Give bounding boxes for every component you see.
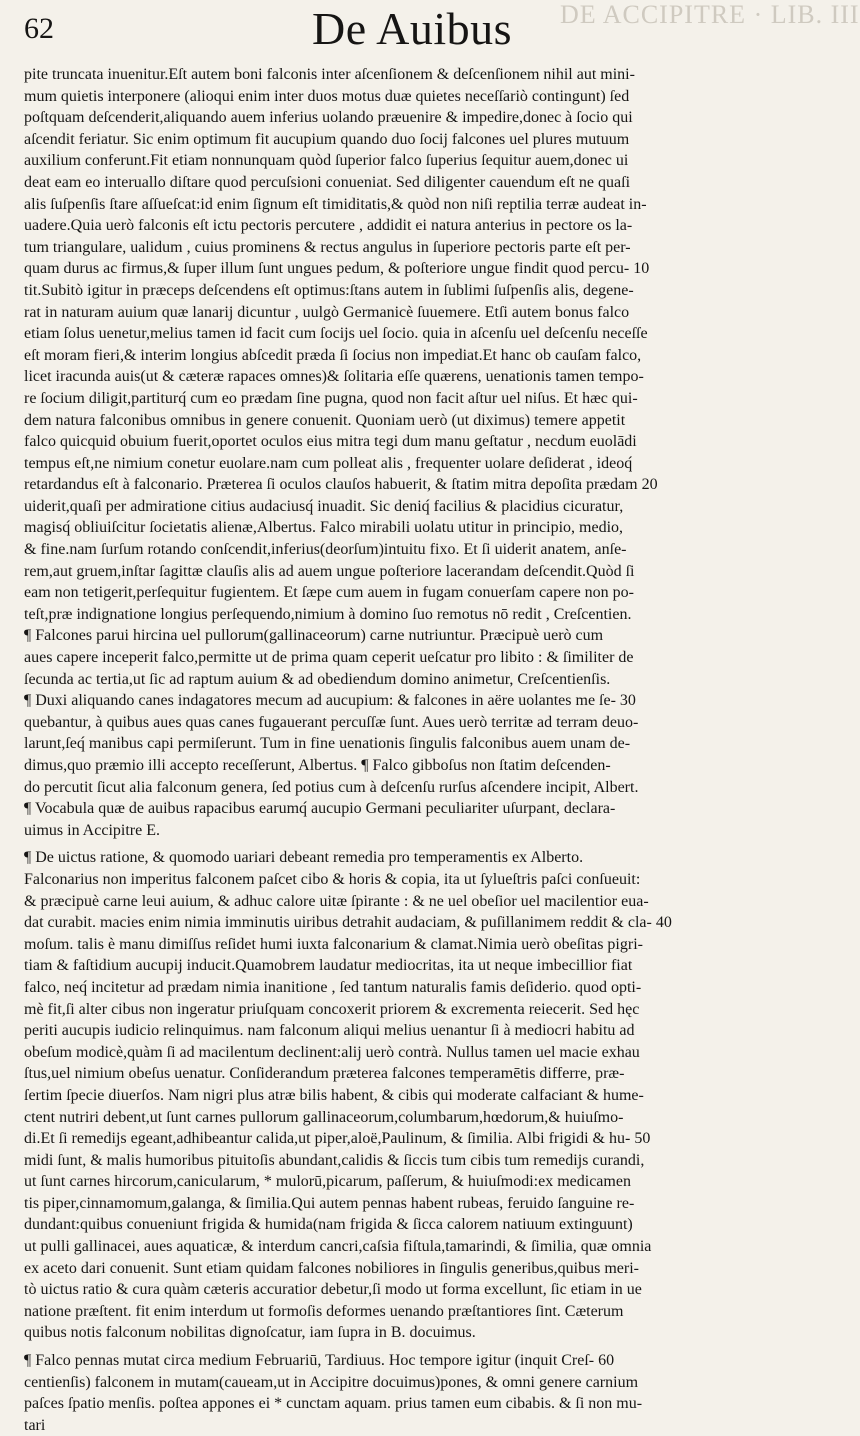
text-line: ſecunda ac tertia,ut ſic ad raptum auium & ad obediendum domino animetur, Creſcentienſis.	[24, 670, 611, 688]
text-line: teſt,præ indignatione longius perſequendo,nimium à domino ſuo remotus nō redit , Creſcentien.	[24, 605, 632, 623]
text-line: ¶ De uictus ratione, & quomodo uariari debeant remedia pro temperamentis ex Alberto.	[24, 849, 584, 867]
text-line: & fine.nam ſurſum rotando conſcendit,inferius(deorſum)intuitu fixo. Et ſi uiderit anatem, anſe-	[24, 541, 627, 559]
page-number: 62	[24, 12, 54, 45]
text-line: aſcendit feriatur. Sic enim optimum fit aucupium quando duo ſocij falcones uel plures mutuum	[24, 130, 630, 148]
text-line: quam durus ac firmus,& ſuper illum ſunt ungues pedum, & poſteriore ungue findit quod percu- 10	[24, 260, 650, 278]
text-line: mum quietis interponere (alioqui enim inter duos motus duæ quietes neceſſariò contingunt) ſed	[24, 87, 630, 105]
text-line: uadere.Quia uerò falconis eſt ictu pectoris percutere , addidit ei natura anterius in pectore os la-	[24, 217, 633, 235]
text-line: tari	[24, 1416, 46, 1434]
text-line: dat curabit. macies enim nimia imminutis uiribus detrahit audaciam, & puſillanimem reddit & cla- 40	[24, 914, 672, 932]
text-line: tit.Subitò igitur in præceps deſcendens eſt optimus:ſtans autem in ſublimi ſuſpenſis alis, degene-	[24, 281, 634, 299]
text-line: ut ſunt carnes hircorum,canicularum, * mulorū,picarum, paſſerum, & huiuſmodi:ex medicamen	[24, 1173, 631, 1191]
text-line: di.Et ſi remedijs egeant,adhibeantur calida,ut piper,aloë,Paulinum, & ſimilia. Albi frigidi & hu- 50	[24, 1130, 651, 1148]
text-line: centienſis) falconem in mutam(caueam,ut in Accipitre docuimus)pones, & omni genere carnium	[24, 1373, 639, 1391]
text-line: periti aucupis iudicio relinquimus. nam falconum aliqui melius uenantur ſi à mediocri habitu ad	[24, 1022, 635, 1040]
text-line: ſtus,uel nimium obeſus uenatur. Conſiderandum præterea falcones temperamētis differre, præ-	[24, 1065, 625, 1083]
text-line: rat in naturam auium quæ lanarij dicuntur , uulgò Germanicè ſuuemere. Etſi autem bonus falco	[24, 303, 630, 321]
text-line: dem natura falconibus omnibus in genere conuenit. Quoniam uerò (ut diximus) temere appetit	[24, 411, 626, 429]
text-line: magisq́ obliuiſcitur ſocietatis alienæ,Albertus. Falco mirabili uolatu utitur in principio, medio,	[24, 519, 624, 537]
text-line: alis ſuſpenſis ſtare aſſueſcat:id enim ſignum eſt timiditatis,& quòd non niſi reptilia terræ audeat in-	[24, 195, 647, 213]
text-line: eſt moram fieri,& interim longius abſcedit præda ſi ſocius non impediat.Et hanc ob cauſam falco,	[24, 346, 642, 364]
text-line: ¶ Duxi aliquando canes indagatores mecum ad aucupium: & falcones in aëre uolantes me ſe- 30	[24, 692, 636, 710]
text-line: uiderit,quaſi per admiratione citius audaciusq́ inuadit. Sic deniq́ facilius & placidius cicuratur,	[24, 497, 624, 515]
text-line: ¶ Falcones parui hircina uel pullorum(gallinaceorum) carne nutriuntur. Præcipuè uerò cum	[24, 627, 604, 645]
text-line: falco, neq́ incitetur ad prædam nimia inanitione , ſed tantum naturalis famis deſiderio. quod opti-	[24, 978, 642, 996]
text-line: quibus notis falconum nobilitas dignoſcatur, iam ſupra in B. docuimus.	[24, 1324, 476, 1342]
text-line: falco quicquid obuium fuerit,oportet oculos eius mitra tegi dum manu geſtatur , necdum euolādi	[24, 433, 637, 451]
text-line: tum triangulare, ualidum , cuius prominens & rectus angulus in ſuperiore pectoris parte eſt per-	[24, 238, 631, 256]
text-line: re ſocium diligit,partiturq́ cum eo prædam ſine pugna, quod non facit aſtur uel niſus. Et hæc qui-	[24, 389, 638, 407]
text-line: paſces ſpatio menſis. poſtea appones ei * cunctam aquam. prius tamen eum cibabis. & ſi non mu-	[24, 1395, 643, 1413]
text-line: ſertim ſpecie diuerſos. Nam nigri plus atræ bilis habent, & cibis qui moderate calfaciant & hume-	[24, 1086, 644, 1104]
text-line: pite truncata inuenitur.Eſt autem boni falconis inter aſcenſionem & deſcenſionem nihil aut mini-	[24, 66, 635, 83]
text-line: tò uictus ratio & cura quàm cæteris accuratior debetur,ſi modo ut forma excellunt, ſic etiam in ue	[24, 1281, 642, 1299]
text-line: etiam ſolus uenetur,melius tamen id facit cum ſocijs uel ſocio. quia in aſcenſu uel deſcenſu neceſſe	[24, 325, 648, 343]
running-title: De Auibus	[312, 3, 512, 54]
text-line: ¶ Falco pennas mutat circa medium Februariū, Tardiuus. Hoc tempore igitur (inquit Creſ- 60	[24, 1352, 615, 1370]
text-line: mè fit,ſi alter cibus non ingeratur priuſquam concoxerit priorem & excrementa reiecerit. Sed hęc	[24, 1000, 640, 1018]
text-line: quebantur, à quibus aues quas canes fugauerant percuſſæ ſunt. Aues uerò territæ ad terram deuo-	[24, 713, 639, 731]
text-line: midi ſunt, & malis humoribus pituitoſis abundant,calidis & ſiccis tum cibis tum remedijs curandi,	[24, 1151, 645, 1169]
text-line: Falconarius non imperitus falconem paſcet cibo & horis & copia, ita ut ſylueſtris paſci conſueuit:	[24, 870, 641, 888]
text-line: ctent nutriri debent,ut ſunt carnes pullorum gallinaceorum,columbarum,hœdorum,& huiuſmo-	[24, 1108, 624, 1126]
text-line: ex aceto dari conuenit. Sunt etiam quidam falcones nobiliores in ſingulis generibus,quibus meri-	[24, 1259, 639, 1277]
bleed-through-text: DE ACCIPITRE · LIB. III	[560, 0, 860, 29]
text-line: obeſum modicè,quàm ſi ad macilentum declinent:alij uerò contrà. Nullus tamen uel macie exhau	[24, 1043, 640, 1061]
text-line: natione præſtent. fit enim interdum ut formoſis deformes uenando præſtantiores ſint. Cæterum	[24, 1302, 624, 1320]
text-line: retardandus eſt à falconario. Præterea ſi oculos clauſos habuerit, & ſtatim mitra depoſita prædam 20	[24, 476, 658, 494]
text-line: larunt,ſeq́ manibus capi permiſerunt. Tum in fine uenationis ſingulis falconibus auem unam de-	[24, 735, 631, 753]
text-line: moſum. talis è manu dimiſſus reſidet humi iuxta falconarium & clamat.Nimia uerò obeſitas pigri-	[24, 935, 643, 953]
text-line: dundant:quibus conueniunt frigida & humida(nam frigida & ſicca calorem natiuum extinguunt)	[24, 1216, 633, 1234]
text-line: auxilium conferunt.Fit etiam nonnunquam quòd ſuperior falco ſuperius ſequitur auem,donec ui	[24, 152, 629, 170]
text-line: deat eam eo interuallo diſtare quod percuſsioni conueniat. Sed diligenter cauendum eſt ne quaſi	[24, 173, 631, 191]
body-text	[0, 64, 787, 1436]
text-line: tiam & faſtidium aucupij inducit.Quamobrem laudatur mediocritas, ita ut neque imbecillior fiat	[24, 957, 633, 975]
text-line: licet iracunda auis(ut & cæteræ rapaces omnes)& ſolitaria eſſe quærens, uenationis tamen tempo-	[24, 368, 644, 386]
text-line: dimus,quo præmio illi accepto receſſerunt, Albertus. ¶ Falco gibboſus non ſtatim deſcenden-	[24, 757, 611, 774]
text-line: ¶ Vocabula quæ de auibus rapacibus earumq́ aucupio Germani peculiariter uſurpant, declara-	[24, 800, 616, 818]
text-line: aues capere inceperit falco,permitte ut de prima quam ceperit ueſcatur pro libito : & ſimiliter de	[24, 649, 634, 667]
text-line: & præcipuè carne leui auium, & adhuc calore uitæ ſpirante : & ne uel obeſior uel macilentior eua-	[24, 892, 649, 910]
text-line: rem,aut gruem,inſtar ſagittæ clauſis alis ad auem ungue poſteriore lacerandam deſcendit.Quòd ſi	[24, 562, 635, 580]
text-line: uimus in Accipitre E.	[24, 821, 160, 839]
text-line: tempus eſt,ne nimium conetur euolare.nam cum polleat alis , frequenter uolare deſiderat , ideoq́	[24, 454, 633, 472]
text-line: do percutit ſicut alia falconum genera, ſed potius cum à deſcenſu rurſus aſcendere incipit, Albert.	[24, 778, 639, 796]
text-line: tis piper,cinnamomum,galanga, & ſimilia.Qui autem pennas habent rubeas, feruido ſanguine re-	[24, 1194, 635, 1212]
text-line: eam non tetigerit,perſequitur fugientem. Et ſæpe cum auem in fugam conuerſam capere non po-	[24, 584, 635, 602]
text-line: ut pulli gallinacei, aues aquaticæ, & interdum cancri,caſsia fiſtula,tamarindi, & ſimilia, quæ omnia	[24, 1238, 652, 1256]
text-line: poſtquam deſcenderit,aliquando auem inferius uolando præuenire & impedire,donec à ſocio qui	[24, 109, 633, 127]
